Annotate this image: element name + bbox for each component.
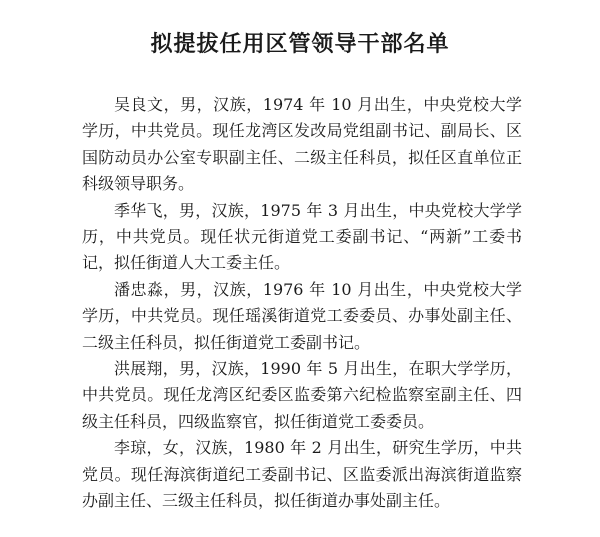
candidate-paragraph-li-qiong: 李琼，女，汉族，1980 年 2 月出生，研究生学历，中共党员。现任海滨街道纪工委副书记、区监委派出海滨街道监察办副主任、三级主任科员，拟任街道办事处副主任。: [82, 438, 522, 511]
candidate-paragraph-hong-zhanxiang: 洪展翔，男，汉族，1990 年 5 月出生，在职大学学历，中共党员。现任龙湾区纪委区监委第六纪检监察室副主任、四级主任科员，四级监察官，拟任街道党工委委员。: [82, 359, 522, 431]
candidate-paragraph-ji-huafei: 季华飞，男，汉族，1975 年 3 月出生，中央党校大学学历，中共党员。现任状元街道党工委副书记、“两新”工委书记，拟任街道人大工委主任。: [82, 200, 522, 273]
document-title: 拟提拔任用区管领导干部名单: [150, 32, 450, 57]
candidate-paragraph-pan-zhongmiao: 潘忠淼，男，汉族，1976 年 10 月出生，中央党校大学学历，中共党员。现任瑶溪街道党工委委员、办事处副主任、二级主任科员，拟任街道党工委副书记。: [82, 279, 522, 352]
candidate-paragraph-wu-liangwen: 吴良文，男，汉族，1974 年 10 月出生，中央党校大学学历，中共党员。现任龙湾区发改局党组副书记、副局长、区国防动员办公室专职副主任、二级主任科员，拟任区直单位正科级领导职务。: [82, 95, 522, 194]
candidate-list: [82, 92, 522, 515]
